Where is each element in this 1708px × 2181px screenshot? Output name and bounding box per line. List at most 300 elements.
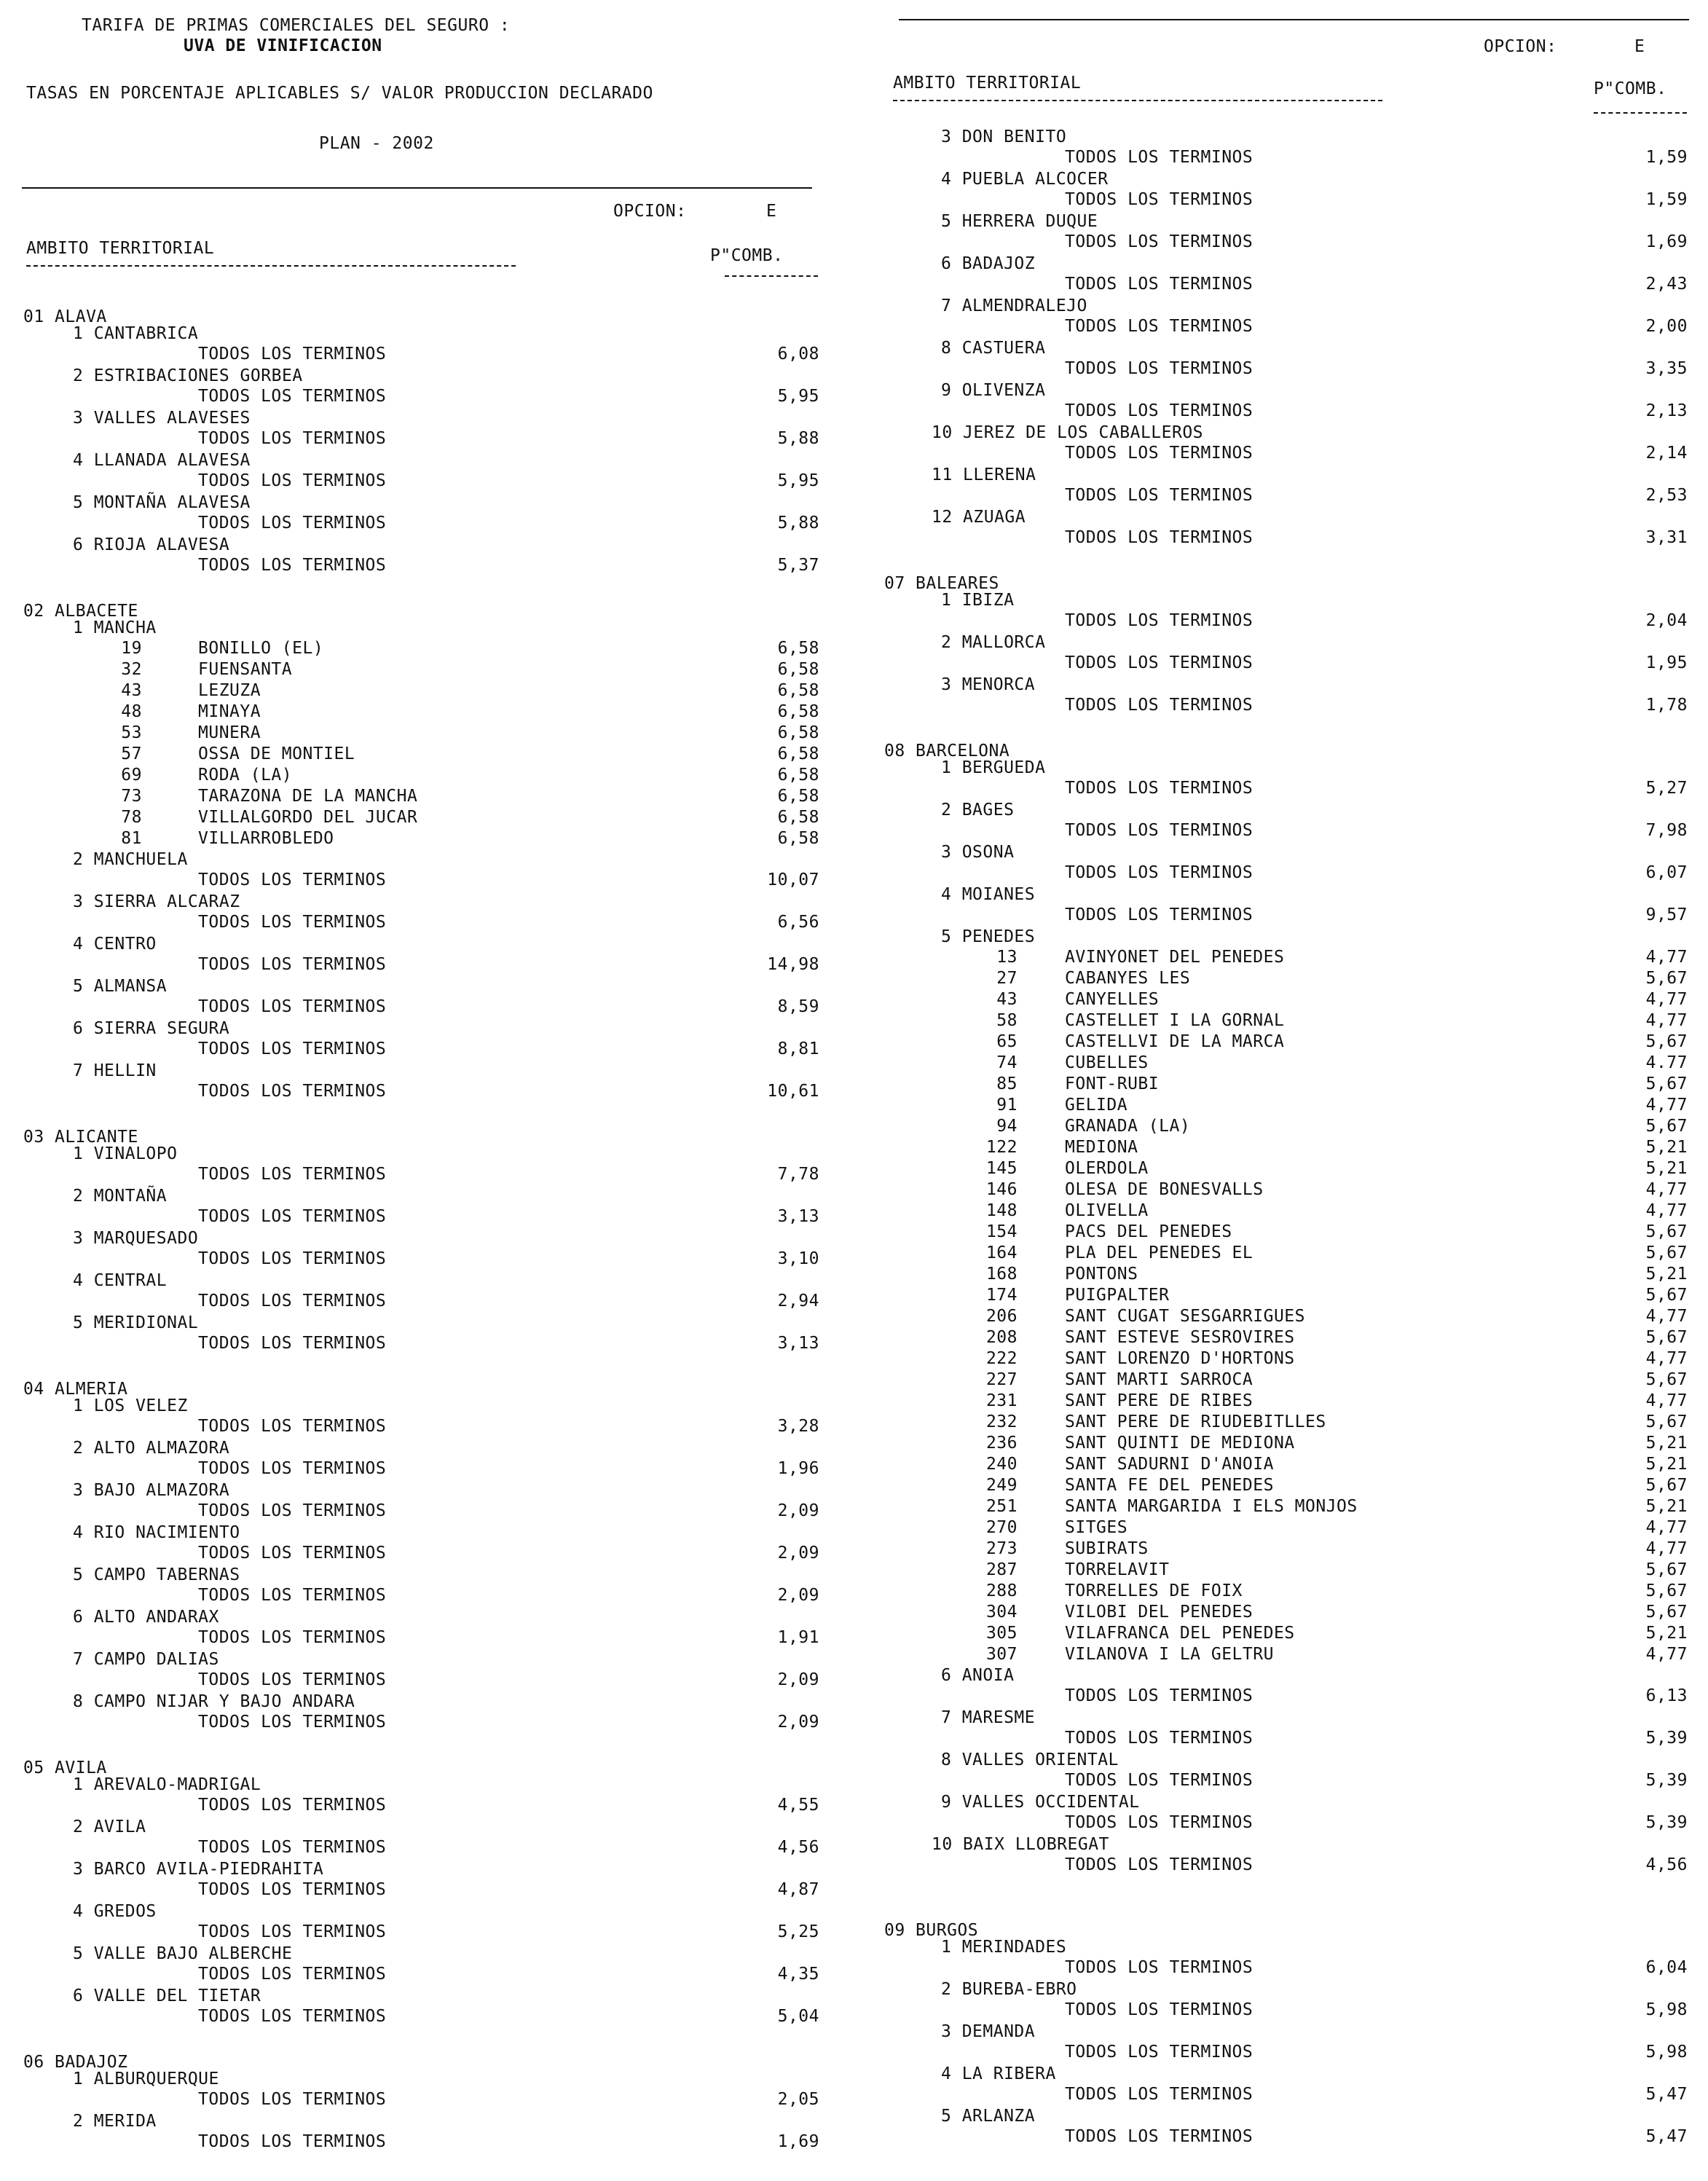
rate-value: 5,21 xyxy=(1645,1265,1688,1284)
municipality-row xyxy=(0,1644,1708,1665)
rate-value: 3,28 xyxy=(777,1417,819,1436)
municipality-row xyxy=(0,1369,1708,1391)
terms-label: TODOS LOS TERMINOS xyxy=(198,1670,387,1689)
terms-label: TODOS LOS TERMINOS xyxy=(1065,653,1254,672)
comarca-name: 5 MERIDIONAL xyxy=(73,1313,199,1332)
rate-value: 4,77 xyxy=(1645,1539,1688,1558)
comarca-name: 3 BAJO ALMAZORA xyxy=(73,1481,230,1500)
municipality-name: SANTA MARGARIDA I ELS MONJOS xyxy=(1065,1497,1358,1516)
rate-value: 1,96 xyxy=(777,1459,819,1478)
terms-row xyxy=(0,2042,1708,2063)
comarca-name: 12 AZUAGA xyxy=(932,508,1026,527)
rate-value: 2,13 xyxy=(1645,401,1688,420)
rate-value: 2,00 xyxy=(1645,317,1688,336)
comarca-name: 3 MENORCA xyxy=(941,675,1036,694)
province-name: 08 BARCELONA xyxy=(884,742,1010,761)
municipality-row xyxy=(0,1412,1708,1433)
municipality-code: 57 xyxy=(121,744,142,763)
comarca-row xyxy=(0,675,1708,696)
municipality-row xyxy=(0,1496,1708,1517)
rate-value: 5,25 xyxy=(777,1922,819,1941)
rate-value: 7,78 xyxy=(777,1165,819,1184)
terms-row xyxy=(0,2084,1708,2105)
rate-value: 5,67 xyxy=(1645,969,1688,988)
terms-row xyxy=(0,1957,1708,1978)
province-name: 09 BURGOS xyxy=(884,1921,979,1940)
municipality-name: CASTELLET I LA GORNAL xyxy=(1065,1011,1285,1030)
rate-value: 4,77 xyxy=(1645,948,1688,967)
comarca-name: 8 CASTUERA xyxy=(941,339,1046,358)
rate-value: 4,35 xyxy=(777,1965,819,1984)
terms-row xyxy=(0,443,1708,464)
comarca-name: 4 LA RIBERA xyxy=(941,2064,1056,2083)
comarca-name: 8 CAMPO NIJAR Y BAJO ANDARA xyxy=(73,1692,355,1711)
municipality-code: 206 xyxy=(985,1307,1018,1326)
header-plan: PLAN - 2002 xyxy=(319,134,434,153)
rate-value: 4,77 xyxy=(1645,990,1688,1009)
terms-label: TODOS LOS TERMINOS xyxy=(1065,317,1254,336)
comarca-name: 1 BERGUEDA xyxy=(941,758,1046,777)
comarca-name: 3 OSONA xyxy=(941,843,1015,862)
terms-label: TODOS LOS TERMINOS xyxy=(1065,401,1254,420)
rate-value: 4,77 xyxy=(1645,1011,1688,1030)
comarca-name: 4 LLANADA ALAVESA xyxy=(73,451,251,470)
rate-value: 2,53 xyxy=(1645,486,1688,505)
municipality-code: 154 xyxy=(985,1222,1018,1241)
comarca-row xyxy=(0,1665,1708,1686)
comarca-row xyxy=(0,800,1708,821)
terms-label: TODOS LOS TERMINOS xyxy=(198,1501,387,1520)
terms-label: TODOS LOS TERMINOS xyxy=(198,1586,387,1605)
comarca-row xyxy=(0,211,1708,232)
comarca-name: 7 CAMPO DALIAS xyxy=(73,1650,219,1669)
rate-value: 5,67 xyxy=(1645,1117,1688,1136)
terms-row xyxy=(0,401,1708,422)
terms-row xyxy=(0,1770,1708,1791)
comarca-row xyxy=(0,423,1708,444)
terms-row xyxy=(0,610,1708,632)
rate-value: 4,77 xyxy=(1645,1096,1688,1115)
municipality-code: 69 xyxy=(121,766,142,785)
municipality-name: PLA DEL PENEDES EL xyxy=(1065,1243,1254,1262)
municipality-code: 85 xyxy=(996,1074,1018,1093)
comarca-row xyxy=(0,465,1708,486)
municipality-code: 270 xyxy=(985,1518,1018,1537)
comarca-name: 1 ALBURQUERQUE xyxy=(73,2070,219,2088)
terms-row xyxy=(0,189,1708,211)
comarca-name: 2 MONTAÑA xyxy=(73,1187,168,1206)
rate-value: 6,58 xyxy=(777,702,819,721)
terms-row xyxy=(0,485,1708,506)
terms-label: TODOS LOS TERMINOS xyxy=(1065,359,1254,378)
province-name: 02 ALBACETE xyxy=(23,602,138,621)
municipality-row xyxy=(0,1454,1708,1475)
terms-row xyxy=(0,274,1708,295)
comarca-name: 5 CAMPO TABERNAS xyxy=(73,1565,240,1584)
municipality-row xyxy=(0,1158,1708,1179)
rate-value: 5,37 xyxy=(777,556,819,575)
rate-value: 5,67 xyxy=(1645,1581,1688,1600)
rate-value: 3,35 xyxy=(1645,359,1688,378)
comarca-name: 1 IBIZA xyxy=(941,591,1015,610)
rate-value: 2,43 xyxy=(1645,275,1688,294)
terms-label: TODOS LOS TERMINOS xyxy=(1065,1771,1254,1790)
municipality-code: 164 xyxy=(985,1243,1018,1262)
municipality-name: MEDIONA xyxy=(1065,1138,1138,1157)
municipality-row xyxy=(0,1095,1708,1116)
terms-row xyxy=(0,862,1708,884)
comarca-name: 2 ALTO ALMAZORA xyxy=(73,1439,230,1458)
rate-value: 4,77 xyxy=(1645,1518,1688,1537)
rate-value: 6,58 xyxy=(777,744,819,763)
rate-value: 5,21 xyxy=(1645,1455,1688,1474)
comarca-row xyxy=(0,927,1708,948)
terms-row xyxy=(0,1812,1708,1834)
rate-value: 1,95 xyxy=(1645,653,1688,672)
municipality-name: OSSA DE MONTIEL xyxy=(198,744,355,763)
terms-label: TODOS LOS TERMINOS xyxy=(198,871,387,889)
comarca-name: 6 VALLE DEL TIETAR xyxy=(73,1987,261,2005)
municipality-name: CANYELLES xyxy=(1065,990,1160,1009)
header-product: UVA DE VINIFICACION xyxy=(184,36,382,55)
municipality-row xyxy=(0,1327,1708,1348)
comarca-row xyxy=(0,169,1708,190)
municipality-name: PONTONS xyxy=(1065,1265,1138,1284)
municipality-code: 53 xyxy=(121,723,142,742)
terms-label: TODOS LOS TERMINOS xyxy=(198,387,387,406)
rate-value: 6,58 xyxy=(777,787,819,806)
rate-value: 5,04 xyxy=(777,2007,819,2026)
comarca-row xyxy=(0,842,1708,863)
left-ambito-header: AMBITO TERRITORIAL xyxy=(26,239,215,258)
comarca-name: 6 RIOJA ALAVESA xyxy=(73,535,230,554)
rate-value: 6,04 xyxy=(1645,1958,1688,1977)
terms-label: TODOS LOS TERMINOS xyxy=(1065,2000,1254,2019)
comarca-name: 7 HELLIN xyxy=(73,1061,157,1080)
rate-value: 6,58 xyxy=(777,766,819,785)
municipality-name: AVINYONET DEL PENEDES xyxy=(1065,948,1285,967)
municipality-name: CASTELLVI DE LA MARCA xyxy=(1065,1032,1285,1051)
rate-value: 2,04 xyxy=(1645,611,1688,630)
comarca-row xyxy=(0,254,1708,275)
comarca-name: 7 MARESME xyxy=(941,1708,1036,1727)
comarca-name: 5 VALLE BAJO ALBERCHE xyxy=(73,1944,293,1963)
right-pcomb-underline xyxy=(1594,112,1687,114)
terms-row xyxy=(0,232,1708,253)
comarca-row xyxy=(0,1750,1708,1771)
municipality-name: VILOBI DEL PENEDES xyxy=(1065,1603,1254,1622)
municipality-code: 74 xyxy=(996,1053,1018,1072)
rate-value: 5,67 xyxy=(1645,1560,1688,1579)
terms-label: TODOS LOS TERMINOS xyxy=(198,1713,387,1732)
rate-value: 2,05 xyxy=(777,2090,819,2109)
terms-label: TODOS LOS TERMINOS xyxy=(198,1922,387,1941)
municipality-row xyxy=(0,1348,1708,1369)
terms-label: TODOS LOS TERMINOS xyxy=(1065,190,1254,209)
municipality-row xyxy=(0,1433,1708,1454)
comarca-name: 5 PENEDES xyxy=(941,927,1036,946)
municipality-row xyxy=(0,1539,1708,1560)
comarca-name: 3 MARQUESADO xyxy=(73,1229,199,1248)
comarca-name: 6 ANOIA xyxy=(941,1666,1015,1685)
comarca-name: 5 HERRERA DUQUE xyxy=(941,212,1098,231)
terms-label: TODOS LOS TERMINOS xyxy=(198,997,387,1016)
municipality-row xyxy=(0,1179,1708,1200)
comarca-row xyxy=(0,2106,1708,2127)
rate-value: 2,09 xyxy=(777,1670,819,1689)
comarca-name: 4 GREDOS xyxy=(73,1902,157,1921)
terms-label: TODOS LOS TERMINOS xyxy=(198,2132,387,2151)
rate-value: 6,58 xyxy=(777,639,819,658)
comarca-name: 4 CENTRAL xyxy=(73,1271,168,1290)
left-opcion-value: E xyxy=(766,202,777,221)
rate-value: 2,09 xyxy=(777,1713,819,1732)
rate-value: 1,59 xyxy=(1645,148,1688,167)
rate-value: 2,09 xyxy=(777,1544,819,1563)
rate-value: 14,98 xyxy=(767,955,819,974)
municipality-code: 13 xyxy=(996,948,1018,967)
terms-label: TODOS LOS TERMINOS xyxy=(198,1880,387,1899)
rate-value: 3,10 xyxy=(777,1249,819,1268)
terms-label: TODOS LOS TERMINOS xyxy=(1065,486,1254,505)
municipality-code: 287 xyxy=(985,1560,1018,1579)
municipality-code: 122 xyxy=(985,1138,1018,1157)
municipality-code: 94 xyxy=(996,1117,1018,1136)
comarca-name: 4 PUEBLA ALCOCER xyxy=(941,170,1109,189)
right-opcion-value: E xyxy=(1634,37,1645,56)
terms-label: TODOS LOS TERMINOS xyxy=(198,1040,387,1058)
comarca-row xyxy=(0,2064,1708,2085)
rate-value: 1,59 xyxy=(1645,190,1688,209)
rate-value: 5,47 xyxy=(1645,2085,1688,2104)
rate-value: 1,78 xyxy=(1645,696,1688,715)
municipality-code: 43 xyxy=(996,990,1018,1009)
comarca-name: 1 VINALOPO xyxy=(73,1144,178,1163)
municipality-name: GELIDA xyxy=(1065,1096,1128,1115)
comarca-name: 6 ALTO ANDARAX xyxy=(73,1608,219,1627)
municipality-code: 81 xyxy=(121,829,142,848)
province-name: 06 BADAJOZ xyxy=(23,2053,128,2072)
municipality-name: SANT LORENZO D'HORTONS xyxy=(1065,1349,1295,1368)
terms-label: TODOS LOS TERMINOS xyxy=(198,913,387,932)
comarca-row xyxy=(0,296,1708,317)
municipality-name: OLESA DE BONESVALLS xyxy=(1065,1180,1264,1199)
comarca-row xyxy=(0,758,1708,779)
municipality-name: FUENSANTA xyxy=(198,660,293,679)
municipality-code: 232 xyxy=(985,1412,1018,1431)
rate-value: 5,67 xyxy=(1645,1328,1688,1347)
terms-label: TODOS LOS TERMINOS xyxy=(1065,1729,1254,1748)
municipality-name: RODA (LA) xyxy=(198,766,293,785)
rate-value: 6,07 xyxy=(1645,863,1688,882)
municipality-row xyxy=(0,1306,1708,1327)
rate-value: 5,39 xyxy=(1645,1771,1688,1790)
terms-label: TODOS LOS TERMINOS xyxy=(198,1796,387,1815)
rate-value: 5,67 xyxy=(1645,1074,1688,1093)
rate-value: 6,56 xyxy=(777,913,819,932)
rate-value: 10,07 xyxy=(767,871,819,889)
comarca-name: 3 SIERRA ALCARAZ xyxy=(73,892,240,911)
municipality-name: OLERDOLA xyxy=(1065,1159,1149,1178)
right-ambito-underline xyxy=(893,100,1382,101)
comarca-name: 8 VALLES ORIENTAL xyxy=(941,1750,1119,1769)
province-name: 07 BALEARES xyxy=(884,574,999,593)
municipality-code: 65 xyxy=(996,1032,1018,1051)
terms-row xyxy=(0,905,1708,926)
municipality-name: SANT QUINTI DE MEDIONA xyxy=(1065,1434,1295,1453)
municipality-row xyxy=(0,1264,1708,1285)
municipality-code: 208 xyxy=(985,1328,1018,1347)
comarca-name: 4 MOIANES xyxy=(941,885,1036,904)
rate-value: 4,55 xyxy=(777,1796,819,1815)
header-line-1: TARIFA DE PRIMAS COMERCIALES DEL SEGURO : xyxy=(82,16,511,35)
rate-value: 5,88 xyxy=(777,429,819,448)
comarca-name: 5 ALMANSA xyxy=(73,977,168,996)
comarca-name: 3 DON BENITO xyxy=(941,127,1067,146)
municipality-code: 145 xyxy=(985,1159,1018,1178)
rate-value: 6,58 xyxy=(777,723,819,742)
rate-value: 7,98 xyxy=(1645,821,1688,840)
terms-label: TODOS LOS TERMINOS xyxy=(1065,611,1254,630)
municipality-row xyxy=(0,989,1708,1010)
comarca-name: 10 BAIX LLOBREGAT xyxy=(932,1835,1109,1854)
rate-value: 6,58 xyxy=(777,829,819,848)
municipality-name: BONILLO (EL) xyxy=(198,639,324,658)
terms-label: TODOS LOS TERMINOS xyxy=(198,2007,387,2026)
terms-label: TODOS LOS TERMINOS xyxy=(1065,2127,1254,2146)
terms-label: TODOS LOS TERMINOS xyxy=(198,2090,387,2109)
terms-label: TODOS LOS TERMINOS xyxy=(1065,1813,1254,1832)
comarca-name: 1 AREVALO-MADRIGAL xyxy=(73,1775,261,1794)
municipality-code: 231 xyxy=(985,1391,1018,1410)
municipality-code: 48 xyxy=(121,702,142,721)
terms-label: TODOS LOS TERMINOS xyxy=(198,514,387,533)
rate-value: 1,69 xyxy=(777,2132,819,2151)
terms-label: TODOS LOS TERMINOS xyxy=(1065,2085,1254,2104)
municipality-code: 304 xyxy=(985,1603,1018,1622)
terms-row xyxy=(0,1855,1708,1876)
municipality-code: 249 xyxy=(985,1476,1018,1495)
municipality-code: 148 xyxy=(985,1201,1018,1220)
municipality-code: 236 xyxy=(985,1434,1018,1453)
municipality-name: TARAZONA DE LA MANCHA xyxy=(198,787,418,806)
left-pcomb-header: P"COMB. xyxy=(710,246,784,265)
rate-value: 6,58 xyxy=(777,681,819,700)
rate-value: 10,61 xyxy=(767,1082,819,1101)
comarca-name: 2 BAGES xyxy=(941,801,1015,820)
comarca-name: 2 BUREBA-EBRO xyxy=(941,1980,1077,1999)
terms-label: TODOS LOS TERMINOS xyxy=(1065,863,1254,882)
municipality-name: LEZUZA xyxy=(198,681,261,700)
terms-label: TODOS LOS TERMINOS xyxy=(198,429,387,448)
rate-value: 5,47 xyxy=(1645,2127,1688,2146)
municipality-name: VILLALGORDO DEL JUCAR xyxy=(198,808,418,827)
rate-value: 4,56 xyxy=(777,1838,819,1857)
municipality-row xyxy=(0,1517,1708,1539)
terms-label: TODOS LOS TERMINOS xyxy=(198,1165,387,1184)
header-rates-note: TASAS EN PORCENTAJE APLICABLES S/ VALOR PRODUCCION DECLARADO xyxy=(26,84,653,103)
municipality-name: MINAYA xyxy=(198,702,261,721)
right-opcion-label: OPCION: xyxy=(1484,37,1557,56)
comarca-name: 3 VALLES ALAVESES xyxy=(73,409,251,428)
municipality-code: 288 xyxy=(985,1581,1018,1600)
comarca-row xyxy=(0,507,1708,528)
rate-value: 5,21 xyxy=(1645,1138,1688,1157)
comarca-name: 2 MALLORCA xyxy=(941,633,1046,652)
municipality-row xyxy=(0,1116,1708,1137)
rate-value: 6,58 xyxy=(777,808,819,827)
comarca-name: 6 BADAJOZ xyxy=(941,254,1036,273)
terms-label: TODOS LOS TERMINOS xyxy=(1065,232,1254,251)
comarca-row xyxy=(0,590,1708,611)
rate-value: 4,87 xyxy=(777,1880,819,1899)
comarca-name: 5 ARLANZA xyxy=(941,2107,1036,2126)
municipality-row xyxy=(0,1222,1708,1243)
province-name: 04 ALMERIA xyxy=(23,1380,128,1399)
terms-row xyxy=(0,147,1708,168)
rate-value: 8,59 xyxy=(777,997,819,1016)
terms-label: TODOS LOS TERMINOS xyxy=(198,1082,387,1101)
municipality-name: SANT PERE DE RIBES xyxy=(1065,1391,1254,1410)
terms-label: TODOS LOS TERMINOS xyxy=(198,345,387,364)
municipality-code: 91 xyxy=(996,1096,1018,1115)
municipality-code: 19 xyxy=(121,639,142,658)
rate-value: 4,77 xyxy=(1645,1645,1688,1664)
province-name: 01 ALAVA xyxy=(23,307,107,326)
rate-value: 5,88 xyxy=(777,514,819,533)
terms-label: TODOS LOS TERMINOS xyxy=(198,1628,387,1647)
terms-label: TODOS LOS TERMINOS xyxy=(198,1207,387,1226)
municipality-row xyxy=(0,1053,1708,1074)
municipality-name: SANTA FE DEL PENEDES xyxy=(1065,1476,1274,1495)
comarca-name: 3 BARCO AVILA-PIEDRAHITA xyxy=(73,1860,324,1879)
municipality-row xyxy=(0,1623,1708,1644)
terms-row xyxy=(0,1728,1708,1749)
terms-row xyxy=(0,2126,1708,2147)
terms-row xyxy=(0,1879,1708,1901)
rate-value: 4,77 xyxy=(1645,1307,1688,1326)
comarca-name: 5 MONTAÑA ALAVESA xyxy=(73,493,251,512)
rate-value: 5,67 xyxy=(1645,1412,1688,1431)
municipality-row xyxy=(0,1010,1708,1031)
terms-label: TODOS LOS TERMINOS xyxy=(1065,275,1254,294)
municipality-code: 78 xyxy=(121,808,142,827)
comarca-row xyxy=(0,884,1708,905)
comarca-name: 2 AVILA xyxy=(73,1818,146,1836)
comarca-name: 10 JEREZ DE LOS CABALLEROS xyxy=(932,423,1204,442)
rate-value: 3,31 xyxy=(1645,528,1688,547)
rate-value: 5,95 xyxy=(777,471,819,490)
municipality-name: PUIGPALTER xyxy=(1065,1286,1170,1305)
rate-value: 1,69 xyxy=(1645,232,1688,251)
terms-label: TODOS LOS TERMINOS xyxy=(198,1965,387,1984)
municipality-row xyxy=(0,947,1708,968)
municipality-code: 43 xyxy=(121,681,142,700)
rate-value: 5,67 xyxy=(1645,1243,1688,1262)
comarca-name: 2 MERIDA xyxy=(73,2112,157,2131)
comarca-row xyxy=(0,338,1708,359)
municipality-code: 273 xyxy=(985,1539,1018,1558)
municipality-code: 240 xyxy=(985,1455,1018,1474)
terms-label: TODOS LOS TERMINOS xyxy=(198,1838,387,1857)
terms-label: TODOS LOS TERMINOS xyxy=(198,471,387,490)
rate-value: 5,67 xyxy=(1645,1222,1688,1241)
municipality-name: CABANYES LES xyxy=(1065,969,1191,988)
comarca-row xyxy=(0,1708,1708,1729)
municipality-code: 27 xyxy=(996,969,1018,988)
terms-label: TODOS LOS TERMINOS xyxy=(198,1292,387,1310)
terms-row xyxy=(0,653,1708,674)
